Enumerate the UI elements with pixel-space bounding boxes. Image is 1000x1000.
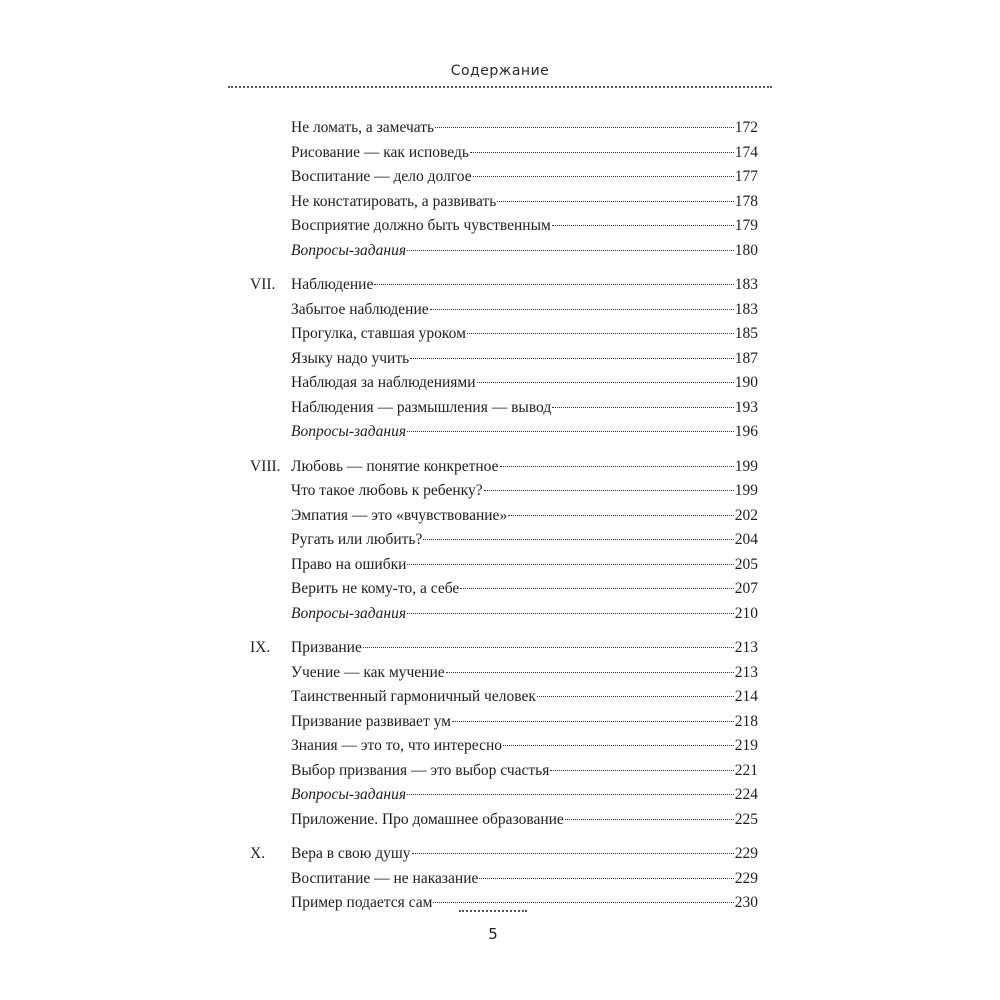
toc-entry-title-italic: Вопросы-задания [291, 423, 407, 440]
toc-entry-title: Наблюдения — размышления — вывод [291, 398, 552, 416]
dot-leader [446, 672, 734, 673]
dot-leader [552, 407, 734, 408]
dot-leader [467, 333, 734, 334]
toc-entry [250, 116, 758, 141]
toc-entry-page: 218 [734, 712, 758, 730]
toc-entry-page: 193 [734, 398, 758, 416]
toc-entry [250, 636, 758, 661]
toc-entry-page: 210 [734, 604, 758, 622]
toc-entry-page: 178 [734, 192, 758, 210]
toc-entry-page: 224 [734, 786, 758, 803]
header-dotted-rule [228, 86, 772, 88]
dot-leader [412, 853, 734, 854]
toc-entry-page: 204 [734, 531, 758, 548]
toc-entry [250, 867, 758, 892]
toc-entry-page: 229 [734, 845, 758, 862]
toc-entry [250, 322, 758, 347]
dot-leader [433, 902, 733, 903]
toc-entry-title: Призвание развивает ум [291, 712, 451, 730]
toc-entry-title: Воспитание — не наказание [291, 869, 479, 887]
toc-entry-page: 190 [734, 374, 758, 391]
dot-leader [363, 647, 734, 648]
toc-entry [250, 298, 758, 323]
chapter-numeral: IX. [250, 639, 271, 656]
toc-entry [250, 141, 758, 166]
dot-leader [500, 466, 734, 467]
toc-entry [250, 553, 758, 578]
toc-entry-page: 174 [734, 143, 758, 161]
dot-leader [479, 878, 733, 879]
dot-leader [484, 490, 734, 491]
toc-entry [250, 808, 758, 833]
dot-leader [407, 431, 734, 432]
toc-entry [250, 710, 758, 735]
toc-entry-page: 183 [734, 276, 758, 293]
toc-entry-page: 187 [734, 349, 758, 367]
toc-section [250, 455, 758, 627]
toc-entry-title-italic: Вопросы-задания [291, 786, 407, 803]
toc-entry-page: 183 [734, 300, 758, 318]
toc-entry-page: 196 [734, 423, 758, 440]
dot-leader [477, 382, 734, 383]
toc-entry [250, 455, 758, 480]
toc-entry [250, 661, 758, 686]
dot-leader [497, 201, 733, 202]
toc-entry [250, 371, 758, 396]
toc-entry-page: 225 [734, 810, 758, 828]
toc-entry [250, 504, 758, 529]
dot-leader [430, 309, 734, 310]
dot-leader [503, 745, 734, 746]
toc-entry [250, 479, 758, 504]
chapter-numeral: X. [250, 845, 266, 862]
toc-entry-page: 219 [734, 737, 758, 754]
toc-entry-title-italic: Вопросы-задания [291, 604, 407, 622]
toc-entry-title: Знания — это то, что интересно [291, 737, 502, 754]
table-of-contents [250, 116, 758, 926]
footer-dotted-rule [459, 910, 527, 912]
toc-entry-page: 229 [734, 869, 758, 887]
dot-leader [565, 819, 734, 820]
dot-leader [407, 794, 734, 795]
dot-leader [537, 696, 734, 697]
toc-entry [250, 420, 758, 445]
toc-entry-title: Пример подается сам [291, 894, 433, 911]
toc-entry [250, 842, 758, 867]
dot-leader [452, 721, 734, 722]
toc-entry-page: 185 [734, 325, 758, 342]
toc-entry-title: Ругать или любить? [291, 531, 423, 548]
dot-leader [552, 225, 734, 226]
toc-entry-page: 179 [734, 217, 758, 234]
page-number: 5 [488, 925, 498, 943]
dot-leader [508, 515, 734, 516]
dot-leader [374, 284, 733, 285]
toc-entry-page: 205 [734, 555, 758, 573]
toc-section [250, 842, 758, 916]
toc-section [250, 116, 758, 263]
dot-leader [423, 539, 733, 540]
toc-entry-page: 202 [734, 506, 758, 524]
dot-leader [460, 588, 733, 589]
running-header: Содержание [450, 63, 550, 79]
toc-entry [250, 273, 758, 298]
toc-entry [250, 759, 758, 784]
toc-entry [250, 347, 758, 372]
dot-leader [550, 770, 733, 771]
toc-entry-title: Приложение. Про домашнее образование [291, 810, 564, 828]
toc-entry-title: Призвание [291, 639, 362, 656]
toc-entry-title: Учение — как мучение [291, 663, 445, 681]
toc-entry-title: Наблюдение [291, 276, 374, 293]
toc-entry-page: 180 [734, 241, 758, 259]
toc-entry-page: 199 [734, 482, 758, 499]
toc-entry [250, 783, 758, 808]
dot-leader [410, 358, 734, 359]
toc-entry-page: 214 [734, 688, 758, 705]
toc-entry-title: Наблюдая за наблюдениями [291, 374, 476, 391]
toc-entry-title: Право на ошибки [291, 555, 407, 573]
chapter-numeral: VIII. [250, 457, 281, 475]
toc-entry-title: Воспитание — дело долгое [291, 168, 472, 185]
toc-entry [250, 528, 758, 553]
toc-entry-page: 213 [734, 663, 758, 681]
toc-entry-title: Эмпатия — это «вчувствование» [291, 506, 508, 524]
toc-entry [250, 239, 758, 264]
toc-entry-title: Не ломать, а замечать [291, 119, 435, 136]
toc-entry [250, 396, 758, 421]
toc-entry [250, 734, 758, 759]
dot-leader [473, 176, 734, 177]
toc-entry-title: Что такое любовь к ребенку? [291, 482, 483, 499]
toc-entry-page: 207 [734, 580, 758, 597]
dot-leader [407, 564, 733, 565]
toc-entry-page: 213 [734, 639, 758, 656]
toc-entry-title: Любовь — понятие конкретное [291, 457, 499, 475]
toc-entry-title: Прогулка, ставшая уроком [291, 325, 466, 342]
toc-section [250, 636, 758, 832]
toc-entry [250, 214, 758, 239]
dot-leader [470, 152, 734, 153]
toc-entry-page: 230 [734, 894, 758, 911]
toc-entry [250, 602, 758, 627]
toc-entry [250, 190, 758, 215]
toc-entry-title: Вера в свою душу [291, 845, 411, 862]
toc-entry-title: Рисование — как исповедь [291, 143, 469, 161]
toc-entry-title: Восприятие должно быть чувственным [291, 217, 551, 234]
chapter-numeral: VII. [250, 276, 276, 293]
toc-entry-page: 221 [734, 761, 758, 779]
toc-entry [250, 685, 758, 710]
toc-entry [250, 577, 758, 602]
toc-entry [250, 165, 758, 190]
toc-entry-page: 172 [734, 119, 758, 136]
dot-leader [407, 613, 734, 614]
dot-leader [407, 250, 734, 251]
toc-section [250, 273, 758, 445]
toc-entry-page: 177 [734, 168, 758, 185]
dot-leader [435, 127, 734, 128]
toc-entry-title: Выбор призвания — это выбор счастья [291, 761, 550, 779]
toc-entry-title: Верить не кому-то, а себе [291, 580, 460, 597]
toc-entry-title: Таинственный гармоничный человек [291, 688, 536, 705]
toc-entry-page: 199 [734, 457, 758, 475]
toc-entry-title: Забытое наблюдение [291, 300, 429, 318]
toc-entry-title: Языку надо учить [291, 349, 410, 367]
toc-entry-title-italic: Вопросы-задания [291, 241, 407, 259]
toc-entry-title: Не констатировать, а развивать [291, 192, 497, 210]
